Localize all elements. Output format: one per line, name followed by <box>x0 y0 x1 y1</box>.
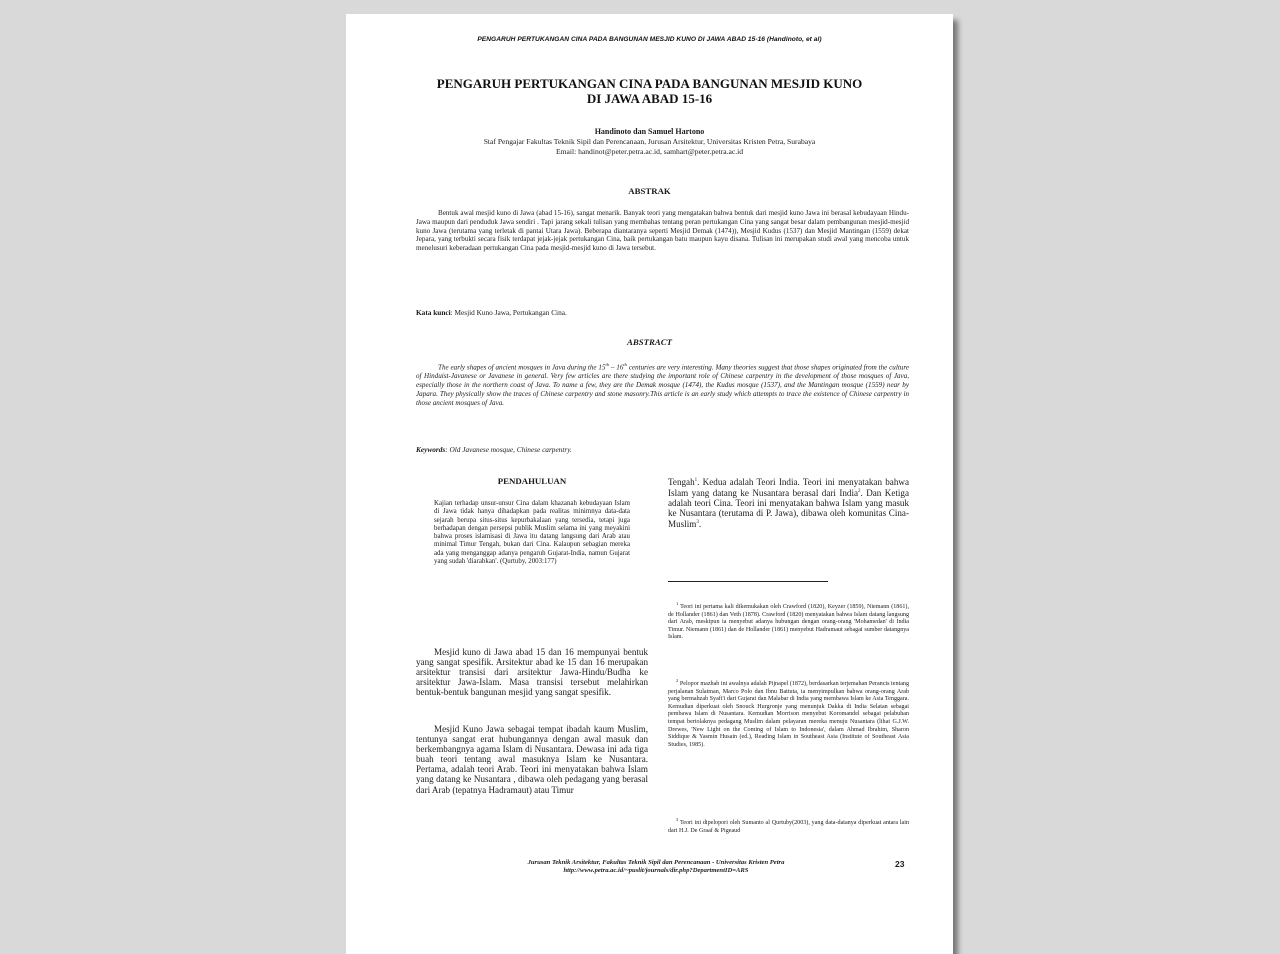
intro-paragraph-1: Mesjid kuno di Jawa abad 15 dan 16 mempunyai bentuk yang sangat spesifik. Arsitektur abad ke 15 dan 16 merupakan arsitektur transisi dari arsitektur Jawa-Hindu/Budha ke arsitektur Jawa-Islam. Masa transisi tersebut melahirkan bentuk-bentuk bangunan mesjid yang sangat spesifik. <box>416 647 648 698</box>
abstract-sup-2: th <box>623 362 627 367</box>
page-footer <box>436 859 876 875</box>
abstrak-heading: ABSTRAK <box>628 186 671 196</box>
footnote-2-text: Pelopor mazhab ini awalnya adalah Pijnapel (1872), berdasarkan terjemahan Perancis tentang perjalanan Sulaiman, Marco Polo dan Ibnu Battuta, ia menyimpulkan bahwa orang-orang Arab yang bermahzab Syafi'i dari Gujarat dan Malabar di India yang membawa Islam ke Asia Tenggara. Kemudian diperkuat oleh Snouck Hurgronje yang menunjuk Dakka di India Selatan sebagai pembawa Islam di Nusantara. Kemudian Morrison menyebut Koromandel sebagai pelabuhan tempat bertolaknya pedagang Muslim dalam pelayaran mereka menuju Nusantara (lihat G.J.W. Drewes, 'New Light on the Coming of Islam to Indonesia', dalam Ahmad Ibrahim, Sharon Siddique & Yasmin Husain (ed.), Reading Islam in Southeast Asia (Institute of Southeast Asia Studies, 1985). <box>668 681 909 748</box>
footnote-rule <box>668 581 828 582</box>
footer-url: http://www.petra.ac.id/~puslit/journals/dir.php?DepartmentID=ARS <box>563 867 749 874</box>
footnote-3-text: Teori ini dipelopori oleh Sumanto al Qurtuby(2003), yang data-datanya diperkuat antara lain dari H.J. De Graaf & Pigeaud <box>668 820 910 834</box>
abstract-sup-1: th <box>605 362 610 367</box>
title-line-2: DI JAWA ABAD 15-16 <box>586 91 713 106</box>
footnote-ref-1: 1 <box>694 478 698 483</box>
kata-kunci-label: Kata kunci <box>416 308 451 317</box>
abstract-text-b: – 16 <box>609 363 624 372</box>
footnote-3 <box>668 816 909 835</box>
footnote-1 <box>668 600 909 642</box>
pendahuluan-heading: PENDAHULUAN <box>497 476 567 486</box>
abstract-body <box>416 361 909 407</box>
footnote-1-text: Teori ini pertama kali dikemukakan oleh Crawford (1820), Keyzer (1859), Niemann (1861), de Hollander (1861) dan Veth (1878). Crawford (1820) menyatakan bahwa Islam datang langsung dari Arab, meskipun ia menyebut adanya hubungan dengan orang-orang 'Mohamedan' di India Timur. Niemann (1861) dan de Hollander (1861) menyebut Hadramaut sebagai sumber datangnya Islam. <box>668 604 909 641</box>
footer-line-1: Jurusan Teknik Arsitektur, Fakultas Teknik Sipil dan Perencanaan - Universitas Kristen Petra <box>527 859 785 866</box>
kata-kunci-value: : Mesjid Kuno Jawa, Pertukangan Cina. <box>450 308 567 317</box>
footnote-ref-3: 3 <box>696 520 699 526</box>
intro-quote: Kajian terhadap unsur-unsur Cina dalam khazanah kebudayaan Islam di Jawa tidak hanya dihadapkan pada realitas minimnya data-data sejarah berupa situs-situs kepurbakalaan yang tersedia, tetapi juga berhadapan dengan persepsi publik Muslim selama ini yang meyakini bahwa proses islamisasi di Jawa itu datang langsung dari Arab atau minimal Timur Tengah, bukan dari Cina. Kalaupun sebagian mereka ada yang menganggap adanya pengaruh Gujarat-India, namun Gujarat yang sudah 'diarabkan'. (Qurtuby, 2003:177) <box>434 500 630 566</box>
paper-page <box>346 14 953 954</box>
keywords <box>416 445 909 454</box>
keywords-label: Keywords <box>416 445 446 454</box>
left-column-heading <box>416 476 648 486</box>
abstract-text-c: centuries are very interesting. Many theories suggest that those shapes originated from the culture of Hinduist-Javanese or Javanese in general. Very few articles are there studying the important role of Chinese carpentry in the development of those mosques of Java, especially those in the northern coast of Java. To name a few, they are the Demak mosque (1474), the Kudus mosque (1537), and the Mantingan mosque (1559) near by Japara. They physically show the traces of Chinese carpentry and stone masonry.This article is an early study which attempts to trace the existence of Chinese carpentry in those ancient mosques of Java. <box>416 363 909 407</box>
right-text-b: . Kedua adalah Teori India. Teori ini menyatakan bahwa Islam yang datang ke Nusantara berasal dari India <box>668 477 909 499</box>
affiliation: Staf Pengajar Fakultas Teknik Sipil dan Perencanaan, Jurusan Arsitektur, Universitas Kristen Petra, Surabaya <box>483 137 816 146</box>
author-block <box>386 127 913 157</box>
author-names: Handinoto dan Samuel Hartono <box>594 127 705 136</box>
right-text-a: Tengah <box>668 477 695 488</box>
footnote-2 <box>668 677 909 749</box>
running-head: PENGARUH PERTUKANGAN CINA PADA BANGUNAN MESJID KUNO DI JAWA ABAD 15-16 (Handinoto, et al) <box>477 36 822 43</box>
paper-title <box>386 76 913 106</box>
footnote-1-number: 1 <box>676 601 679 606</box>
right-text-d: . <box>698 519 702 530</box>
footnote-ref-2: 2 <box>858 489 861 495</box>
abstract-text-a: The early shapes of ancient mosques in Java during the 15 <box>438 363 606 372</box>
intro-paragraph-2: Mesjid Kuno Jawa sebagai tempat ibadah kaum Muslim, tentunya sangat erat hubungannya dengan awal masuk dan berkembangnya agama Islam di Nusantara. Dewasa ini ada tiga buah teori tentang awal masuknya Islam ke Nusantara. Pertama, adalah teori Arab. Teori ini menyatakan bahwa Islam yang datang ke Nusantara , dibawa oleh pedagang yang berasal dari Arab (tepatnya Hadramaut) atau Timur <box>416 724 648 795</box>
right-column-paragraph <box>668 476 909 530</box>
footnote-2-number: 2 <box>676 678 679 683</box>
kata-kunci <box>416 308 909 317</box>
abstrak-body: Bentuk awal mesjid kuno di Jawa (abad 15-16), sangat menarik. Banyak teori yang mengatakan bahwa bentuk dari mesjid kuno Jawa ini berasal kebudayaan Hindu-Jawa maupun dari penduduk Jawa sendiri . Tapi jarang sekali tulisan yang membahas tentang peran pertukangan Cina yang sangat besar dalam pembangunan mesjid-mesjid kuno Jawa (terutama yang terletak di pantai Utara Jawa). Beberapa diantaranya seperti Mesjid Demak (1474)), Mesjid Kudus (1537) dan Mesjid Mantingan (1559) dekat Jepara, yang terbukti secara fisik terdapat jejak-jejak pertukangan Cina, baik pertukangan batu maupun kayu disana. Tulisan ini merupakan studi awal yang mencoba untuk menelusuri keberadaan pertukangan Cina pada mesjid-mesjid kuno di Jawa tersebut. <box>416 209 909 253</box>
page-number: 23 <box>895 859 905 869</box>
footnote-3-number: 3 <box>676 817 679 822</box>
keywords-value: : Old Javanese mosque, Chinese carpentry. <box>445 445 572 454</box>
abstract-heading: ABSTRACT <box>627 337 672 347</box>
right-text-c: . Dan Ketiga adalah teori Cina. Teori ini menyatakan bahwa Islam yang masuk ke Nusantara (terutama di P. Jawa), dibawa oleh komunitas Cina-Muslim <box>668 488 909 530</box>
title-line-1: PENGARUH PERTUKANGAN CINA PADA BANGUNAN MESJID KUNO <box>436 76 863 91</box>
email-line: Email: handinot@peter.petra.ac.id, samhart@peter.petra.ac.id <box>555 147 744 156</box>
